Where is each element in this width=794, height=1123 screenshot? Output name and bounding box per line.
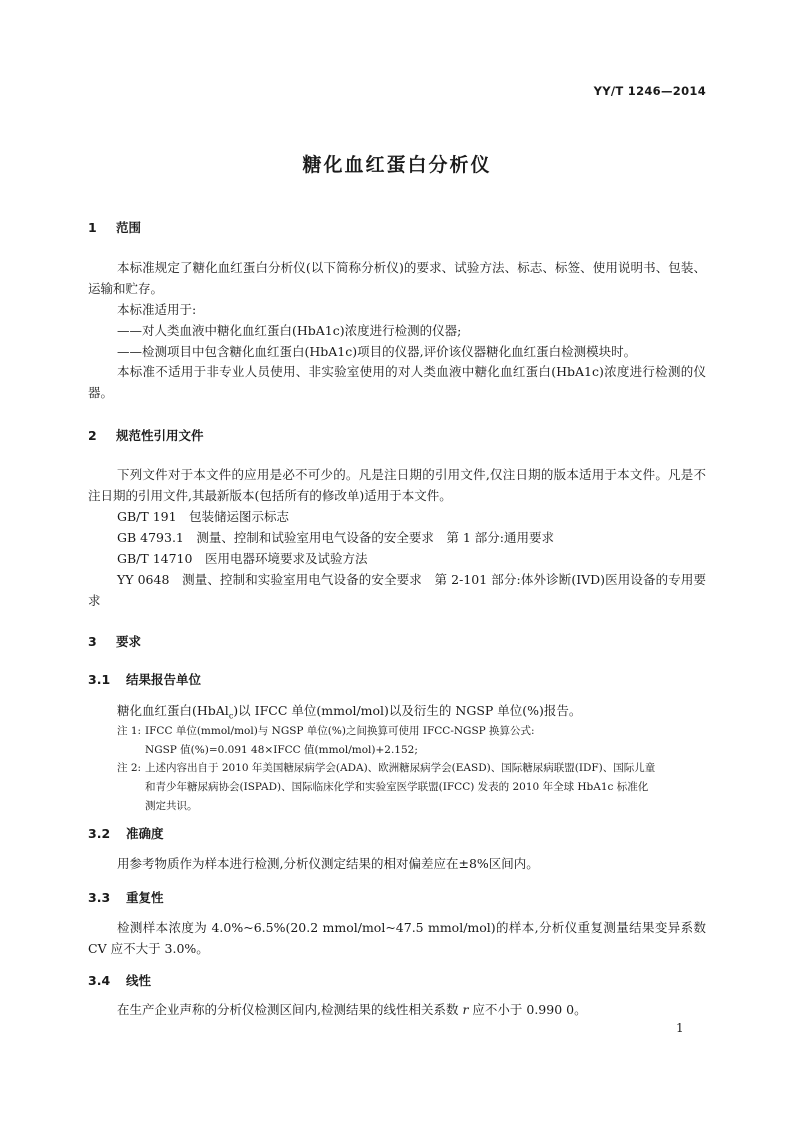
section-2-heading (88, 426, 204, 444)
text-part: )以 IFCC 单位(mmol/mol)以及衍生的 NGSP 单位(%)报告。 (233, 703, 582, 718)
formula: NGSP 值(%)=0.091 48×IFCC 值(mmol/mol)+2.152; (145, 744, 418, 756)
section-number: 3.4 (88, 973, 111, 988)
note-text: 和青少年糖尿病协会(ISPAD)、国际临床化学和实验室医学联盟(IFCC) 发表的 2010 年全球 HbA1c 标准化 (145, 781, 649, 793)
text-part: 在生产企业声称的分析仪检测区间内,检测结果的线性相关系数 (117, 1002, 463, 1017)
section-title: 结果报告单位 (126, 672, 202, 687)
section-title: 范围 (116, 220, 142, 235)
section-number: 3.1 (88, 672, 111, 687)
section-number: 3 (88, 634, 97, 649)
document-title: 糖化血红蛋白分析仪 (302, 154, 492, 176)
paragraph: 下列文件对于本文件的应用是必不可少的。凡是注日期的引用文件,仅注日期的版本适用于本文件。凡是不注日期的引用文件,其最新版本(包括所有的修改单)适用于本文件。 (88, 467, 706, 503)
paragraph: 检测样本浓度为 4.0%~6.5%(20.2 mmol/mol~47.5 mmol/mol)的样本,分析仪重复测量结果变异系数 CV 应不大于 3.0%。 (88, 920, 706, 956)
subsection-3-4-heading (88, 971, 151, 989)
section-3-heading (88, 632, 141, 650)
reference-item: GB/T 14710 医用电器环境要求及试验方法 (117, 551, 368, 566)
paragraph: 用参考物质作为样本进行检测,分析仪测定结果的相对偏差应在±8%区间内。 (117, 856, 539, 871)
note-text: IFCC 单位(mmol/mol)与 NGSP 单位(%)之间换算可使用 IFCC-NGSP 换算公式: (145, 725, 535, 737)
reference-item: GB 4793.1 测量、控制和试验室用电气设备的安全要求 第 1 部分:通用要求 (117, 530, 554, 545)
subscript: c (228, 711, 234, 721)
standard-number: YY/T 1246—2014 (593, 84, 706, 98)
paragraph: 本标准适用于: (117, 302, 197, 317)
note-2 (117, 758, 655, 778)
note-text: 上述内容出自于 2010 年美国糖尿病学会(ADA)、欧洲糖尿病学会(EASD)、国际糖尿病联盟(IDF)、国际儿童 (145, 762, 656, 774)
section-number: 2 (88, 428, 97, 443)
section-title: 要求 (116, 634, 142, 649)
note-label: 注 1: (117, 725, 142, 737)
note-text: 测定共识。 (145, 800, 198, 812)
note-label: 注 2: (117, 762, 142, 774)
section-title: 准确度 (126, 826, 164, 841)
text-part: 糖化血红蛋白(HbAl (117, 703, 229, 718)
subsection-3-3-heading (88, 888, 164, 906)
subsection-3-2-heading (88, 824, 164, 842)
text-part: 应不小于 0.990 0。 (468, 1002, 587, 1017)
paragraph: 本标准不适用于非专业人员使用、非实验室使用的对人类血液中糖化血红蛋白(HbA1c)浓度进行检测的仪器。 (88, 364, 706, 400)
paragraph (117, 999, 587, 1020)
section-number: 3.2 (88, 826, 111, 841)
section-number: 1 (88, 220, 97, 235)
section-title: 规范性引用文件 (116, 428, 204, 443)
page-number: 1 (676, 1021, 684, 1035)
note-1 (117, 721, 535, 741)
reference-item: GB/T 191 包装储运图示标志 (117, 509, 290, 524)
reference-item: YY 0648 测量、控制和实验室用电气设备的安全要求 第 2-101 部分:体外诊断(IVD)医用设备的专用要求 (88, 572, 706, 608)
variable-r: r (462, 1002, 469, 1017)
section-1-heading (88, 218, 141, 236)
list-item: ——对人类血液中糖化血红蛋白(HbA1c)浓度进行检测的仪器; (117, 323, 462, 338)
section-title: 重复性 (126, 890, 164, 905)
paragraph: 本标准规定了糖化血红蛋白分析仪(以下简称分析仪)的要求、试验方法、标志、标签、使用说明书、包装、运输和贮存。 (88, 260, 706, 296)
section-number: 3.3 (88, 890, 111, 905)
list-item: ——检测项目中包含糖化血红蛋白(HbA1c)项目的仪器,评价该仪器糖化血红蛋白检测模块时。 (117, 344, 637, 359)
subsection-3-1-heading (88, 670, 201, 688)
section-title: 线性 (126, 973, 152, 988)
